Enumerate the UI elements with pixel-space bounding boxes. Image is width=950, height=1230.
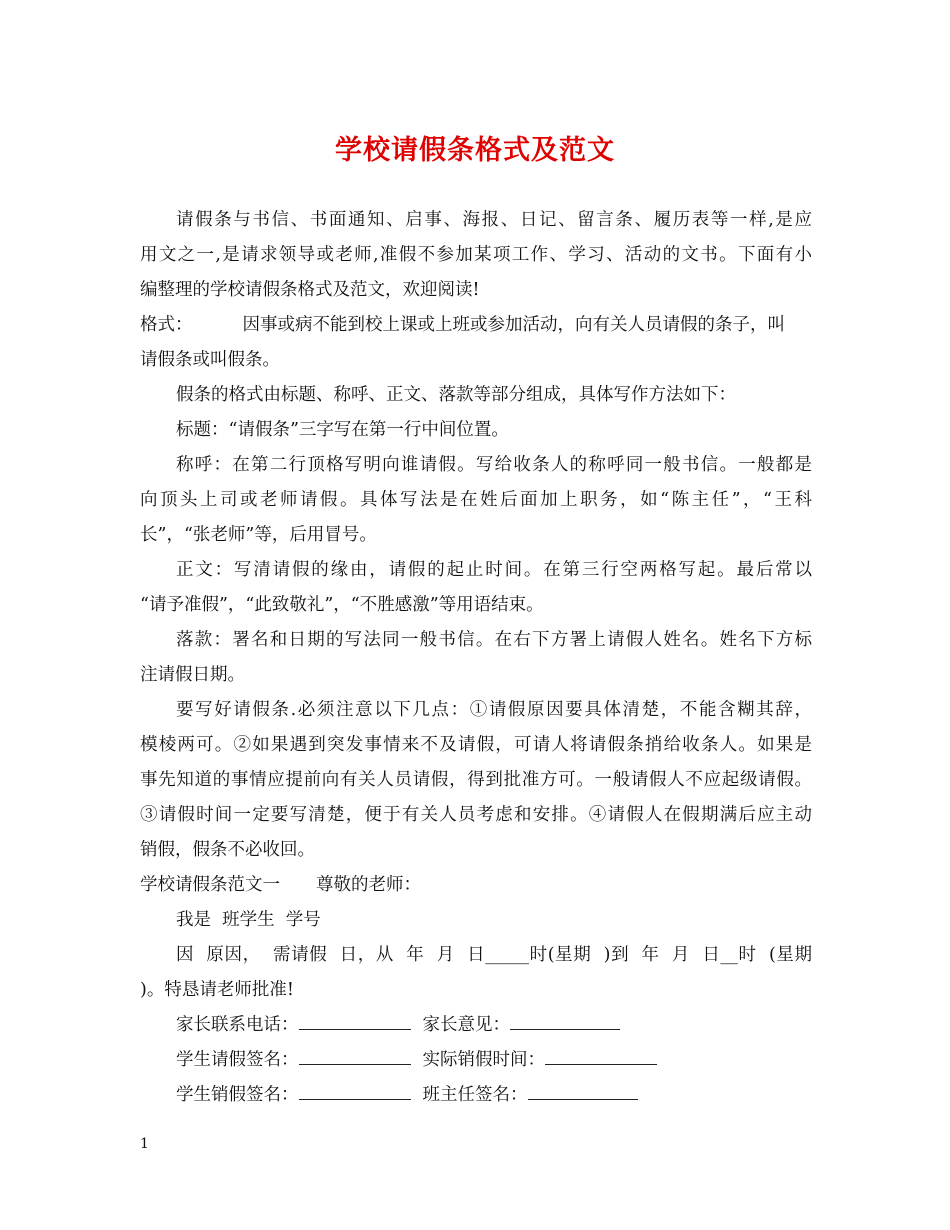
- paragraph-line: ③请假时间一定要写清楚，便于有关人员考虑和安排。④请假人在假期满后应主动: [140, 805, 812, 825]
- form-row: [176, 1048, 657, 1072]
- sample-heading: 学校请假条范文一: [140, 875, 280, 895]
- template-line: 因 原因， 需请假 日，从 年 月 日_____时(星期 )到 年 月 日__时 (星期: [176, 945, 812, 965]
- student-return-signature-label: 学生销假签名：: [176, 1085, 299, 1105]
- paragraph-line: 模棱两可。②如果遇到突发事情来不及请假，可请人将请假条捎给收条人。如果是: [140, 735, 812, 755]
- template-line: )。特恳请老师批准!: [140, 980, 294, 1000]
- head-teacher-signature-blank: [528, 1085, 638, 1100]
- paragraph-line: 要写好请假条.必须注意以下几点：①请假原因要具体清楚，不能含糊其辞，: [176, 700, 812, 720]
- actual-return-time-blank: [545, 1050, 657, 1065]
- form-row: [176, 1083, 638, 1107]
- student-leave-signature-blank: [299, 1050, 411, 1065]
- document-title: 学校请假条格式及范文: [335, 135, 615, 166]
- page-number: 1: [140, 1136, 149, 1152]
- paragraph-line: 落款：署名和日期的写法同一般书信。在右下方署上请假人姓名。姓名下方标: [176, 630, 812, 650]
- student-return-signature-blank: [299, 1085, 411, 1100]
- paragraph-line: 称呼：在第二行顶格写明向谁请假。写给收条人的称呼同一般书信。一般都是: [176, 455, 812, 475]
- parent-phone-blank: [299, 1015, 411, 1030]
- format-line: [140, 313, 785, 337]
- paragraph-line: 标题：“请假条”三字写在第一行中间位置。: [176, 420, 509, 440]
- paragraph-line: 正文：写清请假的缘由，请假的起止时间。在第三行空两格写起。最后常以: [176, 560, 812, 580]
- paragraph-line: 向顶头上司或老师请假。具体写法是在姓后面加上职务，如“陈主任”，“王科: [140, 490, 812, 510]
- paragraph-line: 编整理的学校请假条格式及范文，欢迎阅读!: [140, 280, 480, 300]
- parent-opinion-label: 家长意见：: [422, 1015, 510, 1035]
- form-row: [176, 1013, 620, 1037]
- sample-heading-line: [140, 873, 421, 897]
- paragraph-line: 注请假日期。: [140, 665, 245, 685]
- template-line: 我是 班学生 学号: [176, 910, 321, 930]
- paragraph-line: 长”，“张老师”等，后用冒号。: [140, 525, 377, 545]
- format-definition: 因事或病不能到校上课或上班或参加活动，向有关人员请假的条子，叫: [242, 315, 785, 335]
- paragraph-line: 销假，假条不必收回。: [140, 840, 315, 860]
- paragraph-line: “请予准假”，“此致敬礼”，“不胜感激”等用语结束。: [140, 595, 544, 615]
- paragraph-line: 请假条与书信、书面通知、启事、海报、日记、留言条、履历表等一样,是应: [176, 210, 812, 230]
- paragraph-line: 请假条或叫假条。: [140, 350, 280, 370]
- parent-opinion-blank: [510, 1015, 620, 1030]
- student-leave-signature-label: 学生请假签名：: [176, 1050, 299, 1070]
- paragraph-line: 用文之一,是请求领导或老师,准假不参加某项工作、学习、活动的文书。下面有小: [140, 245, 812, 265]
- paragraph-line: 假条的格式由标题、称呼、正文、落款等部分组成，具体写作方法如下：: [176, 385, 736, 405]
- paragraph-line: 事先知道的事情应提前向有关人员请假，得到批准方可。一般请假人不应起级请假。: [140, 770, 812, 790]
- head-teacher-signature-label: 班主任签名：: [422, 1085, 528, 1105]
- salutation: 尊敬的老师：: [316, 875, 421, 895]
- actual-return-time-label: 实际销假时间：: [422, 1050, 545, 1070]
- parent-phone-label: 家长联系电话：: [176, 1015, 299, 1035]
- format-label: 格式：: [140, 315, 193, 335]
